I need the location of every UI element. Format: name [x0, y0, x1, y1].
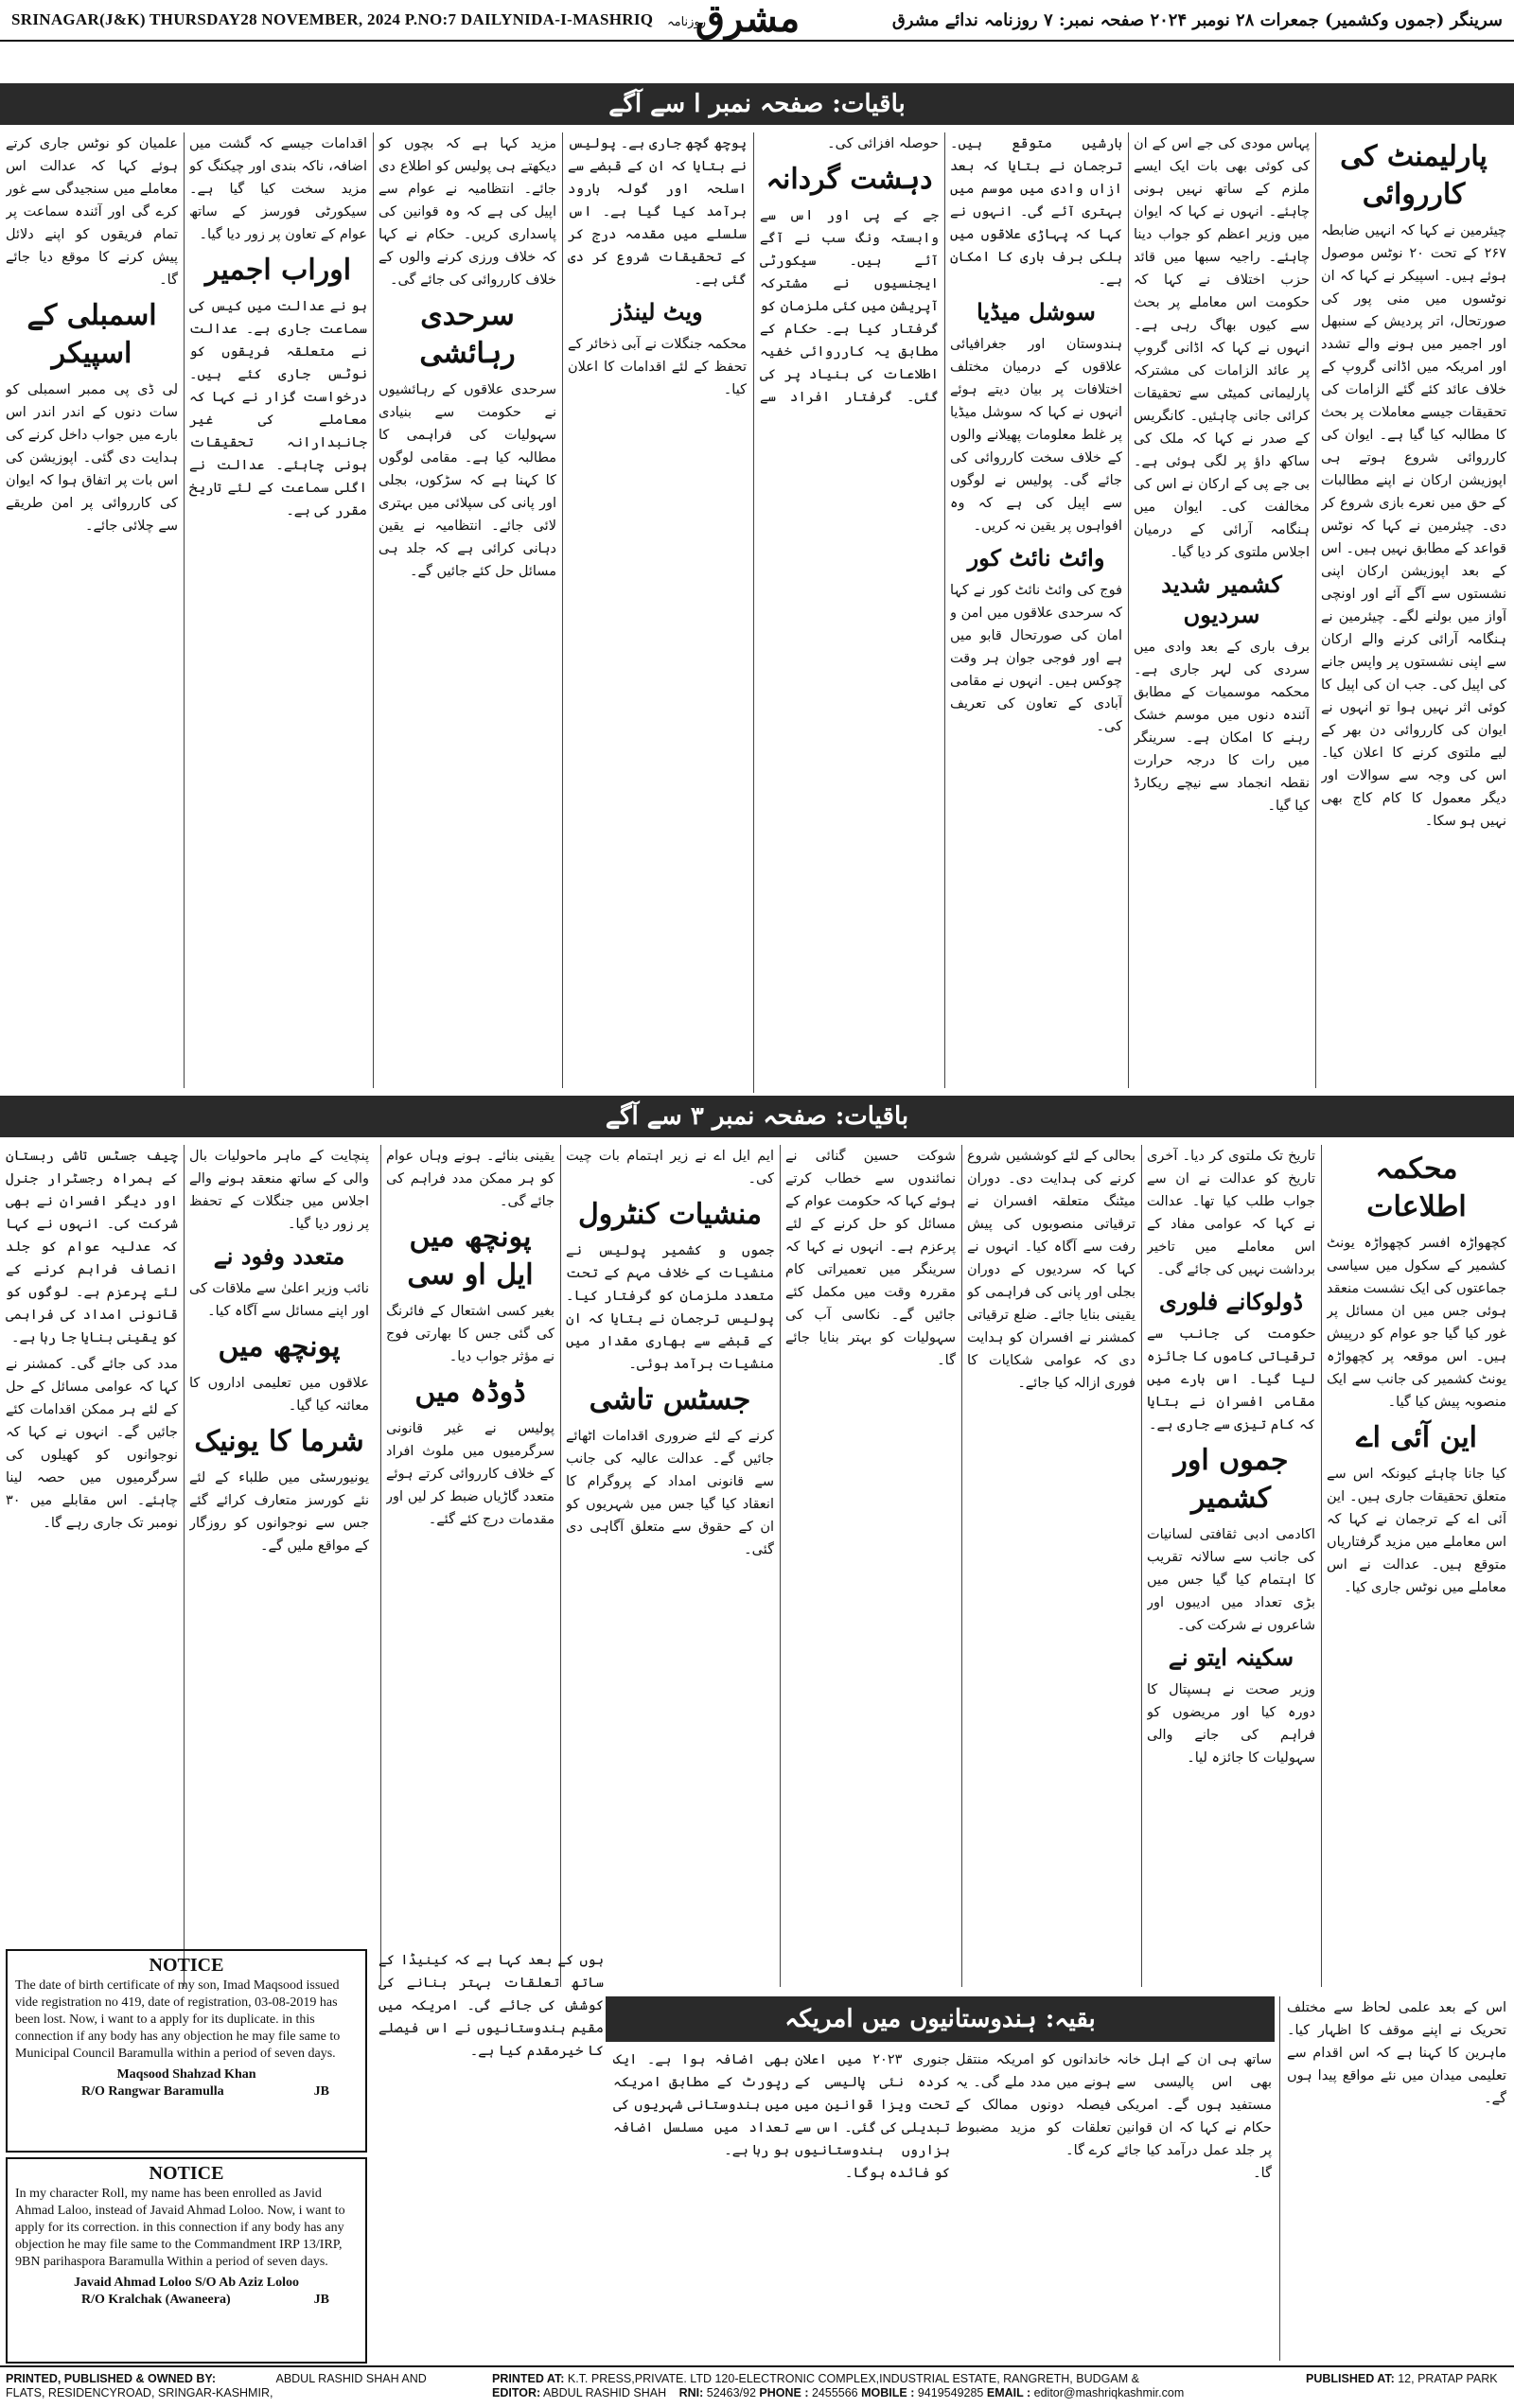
notice-body: The date of birth certificate of my son, Imad Maqsood issued vide registration no 419, date of registration, 03-08-2019 has been lost. Now, i want to a apply for its duplicate. in this connection if any body has any objection he may file same to Municipal Council Baramulla within a period of seven days. — [15, 1978, 341, 2061]
footer-printed-by-value: ABDUL RASHID SHAH AND — [275, 2372, 427, 2385]
section-banner-top: باقیات: صفحہ نمبر ا سے آگے — [0, 83, 1514, 125]
section3-column-3 — [795, 2048, 950, 2361]
section-banner-middle: باقیات: صفحہ نمبر ۳ سے آگے — [0, 1096, 1514, 1137]
article-body: پولیس نے غیر قانونی سرگرمیوں میں ملوث افراد کے خلاف کارروائی کرتے ہوئے متعدد گاڑیاں ضبط کر لیں اور مقدمات درج کئے گئے۔ — [386, 1421, 555, 1527]
notice-body: In my character Roll, my name has been enrolled as Javid Ahmad Laloo, instead of Javaid Ahmad Loloo. Now, i want to apply for its correction. in this connection if any body has any objection he may file same to the Commandment IRP 13/IRP, 9BN parihaspora Baramulla Within a period of seven days. — [15, 2187, 345, 2269]
section1-column-5 — [378, 132, 556, 1093]
footer-phone-label: PHONE : — [759, 2386, 809, 2399]
article-heading: دہشت گردانہ — [766, 163, 933, 196]
section3-column-5 — [1117, 2048, 1272, 2361]
notice-code: JB — [313, 2293, 329, 2307]
notice-title: NOTICE — [149, 2163, 224, 2184]
footer-rni-value: 52463/92 — [706, 2386, 756, 2399]
article-body: جنوری ۲۰۲۳ میں اعلان کردہ نئی پالیسی کے تحت ویزا قوانین میں تبدیلی کی گئی۔ اس سے ہزاروں ہندوستانیوں کو فائدہ ہوگا۔ — [795, 2052, 950, 2181]
notice-address — [81, 2083, 358, 2100]
footer-printed-at — [492, 2372, 1211, 2400]
column-divider — [1279, 1996, 1280, 2361]
article-body: جموں و کشمیر پولیس نے منشیات کے خلاف مہم کے تحت متعدد ملزمان کو گرفتار کیا۔ پولیس ترجمان نے بتایا کہ ان کے قبضے سے بھاری مقدار میں منشیات برآمد ہوئی۔ — [566, 1243, 774, 1372]
section1-column-2 — [1134, 132, 1310, 1093]
article-heading: ڈوڈہ میں — [414, 1376, 526, 1409]
article-heading: شرما کا یونیک — [194, 1425, 364, 1458]
article-body: بارشیں متوقع ہیں۔ ترجمان نے بتایا کہ بعد ازاں وادی میں موسم میں بہتری آئے گی۔ انہوں نے کہا کہ پہاڑی علاقوں میں ہلکی برف باری کا امکان ہے۔ — [950, 136, 1122, 288]
notice-address-text: R/O Rangwar Baramulla — [81, 2084, 224, 2099]
section2-column-8 — [189, 1145, 369, 1992]
article-heading: محکمہ اطلاعات — [1366, 1152, 1467, 1223]
section1-column-1 — [1321, 132, 1506, 1093]
column-divider — [780, 1145, 781, 1987]
section1-column-4 — [568, 132, 939, 1093]
article-heading: پونچھ میں — [218, 1330, 341, 1363]
article-body: علمیان کو نوٹس جاری کرتے ہوئے کہا کہ عدالت اس معاملے میں سنجیدگی سے غور کرے گی اور آئندہ سماعت پر تمام فریقوں کو اپنے دلائل پیش کرنے کا موقع دیا جائے گا۔ — [6, 136, 178, 288]
column-divider — [1321, 1145, 1322, 1987]
section2-column-6 — [386, 1145, 555, 1992]
article-body: بغیر کسی اشتعال کے فائرنگ کی گئی جس کا بھارتی فوج نے مؤثر جواب دیا۔ — [386, 1304, 555, 1364]
article-heading: اوراب اجمیر — [204, 254, 352, 287]
footer-mobile-label: MOBILE : — [861, 2386, 915, 2399]
article-body: ہندوستان اور جغرافیائی علاقوں کے درمیان مختلف اختلافات پر بیان دیتے ہوئے انہوں نے کہا کہ سوشل میڈیا پر غلط معلومات پھیلانے والوں کے خلاف سخت کارروائی کی جائے گی۔ پولیس نے لوگوں سے اپیل کی ہے کہ وہ افواہوں پر یقین نہ کریں۔ — [950, 337, 1122, 534]
section2-column-5 — [566, 1145, 774, 1992]
column-divider — [373, 132, 374, 1088]
article-body: وزیر صحت نے ہسپتال کا دورہ کیا اور مریضوں کو فراہم کی جانے والی سہولیات کا جائزہ لیا۔ — [1147, 1682, 1315, 1766]
column-divider — [184, 132, 185, 1088]
masthead-dateline-english: SRINAGAR(J&K) THURSDAY28 NOVEMBER, 2024 P.NO:7 DAILYNIDA-I-MASHRIQ — [11, 10, 654, 28]
footer-rni-label: RNI: — [678, 2386, 704, 2399]
article-body: اکادمی ادبی ثقافتی لسانیات کی جانب سے سالانہ تقریب کا اہتمام کیا گیا جس میں بڑی تعداد میں ادیبوں اور شاعروں نے شرکت کی۔ — [1147, 1527, 1315, 1633]
article-heading: پونچھ میں ایل او سی — [407, 1221, 534, 1292]
column-divider — [961, 1145, 962, 1987]
article-heading: ڈولوکانے فلوری — [1158, 1288, 1303, 1315]
article-heading: سرحدی رہائشی — [419, 299, 516, 370]
article-body: کچھواڑہ افسر کچھواڑہ یونٹ کشمیر کے سکول میں سیاسی جماعتوں کی ایک نشست منعقد ہوئی جس میں ان مسائل پر غور کیا گیا جو عوام کو درپیش ہیں۔ اس موقعہ پر کچھواڑہ یونٹ کشمیر کی جانب سے ایک منصوبہ پیش کیا گیا۔ — [1327, 1236, 1506, 1410]
article-body: برف باری کے بعد وادی میں سردی کی لہر جاری ہے۔ محکمہ موسمیات کے مطابق آئندہ دنوں میں موسم خشک رہنے کا امکان ہے۔ سرینگر میں رات کا درجہ حرارت نقطہ انجماد سے نیچے ریکارڈ کیا گیا۔ — [1134, 640, 1310, 814]
notice-signature: Javaid Ahmad Loloo S/O Ab Aziz Loloo — [73, 2276, 300, 2290]
article-heading: جسٹس تاشی — [589, 1383, 751, 1416]
article-body: لی ڈی پی ممبر اسمبلی کو سات دنوں کے اندر اندر اس بارے میں جواب داخل کرنے کی ہدایت دی گئی۔ اپوزیشن کی اس بات پر اتفاق ہوا کہ ایوان کی کارروائی پر امن طریقے سے چلائی جائے۔ — [6, 382, 178, 534]
article-heading: سکینہ ایتو نے — [1168, 1643, 1294, 1671]
notice-birth-certificate — [6, 1949, 367, 2153]
footer-printed-label: PRINTED, PUBLISHED & OWNED BY: — [6, 2372, 216, 2385]
footer-phone-value: 2455566 — [811, 2386, 858, 2399]
article-heading: این آئی اے — [1355, 1421, 1477, 1454]
masthead-dateline-urdu: سرینگر (جموں وکشمیر) جمعرات ۲۸ نومبر ۲۰۲۴ صفحہ نمبر: ۷ روزنامہ ندائے مشرق — [891, 9, 1503, 30]
article-body: اس کے بعد علمی لحاظ سے مختلف تحریک نے اپنے موقف کا اظہار کیا۔ ماہرین کا کہنا ہے کہ اس اقدام سے تعلیمی میدان میں نئے مواقع پیدا ہوں گے۔ — [1287, 2000, 1506, 2106]
masthead — [0, 0, 1514, 42]
footer-published-at-value: 12, PRATAP PARK — [1398, 2372, 1498, 2385]
article-body: کرنے کے لئے ضروری اقدامات اٹھائے جائیں گے۔ عدالت عالیہ کی جانب سے قانونی امداد کے پروگرام کا انعقاد کیا گیا جس میں شہریوں کو ان کے حقوق سے متعلق آگاہی دی گئی۔ — [566, 1429, 774, 1557]
article-body: علاقوں میں تعلیمی اداروں کا معائنہ کیا گیا۔ — [189, 1376, 369, 1414]
column-divider — [944, 132, 945, 1088]
section3-column-1 — [378, 1949, 604, 2361]
footer-published-at-label: PUBLISHED AT: — [1306, 2372, 1395, 2385]
article-body: ساتھ ہی ان کے اہل خانہ بھی اس پالیسی سے مستفید ہوں گے۔ امریکی حکام نے کہا کہ ان قوانین پر جلد عمل درآمد کیا جائے گا۔ — [1117, 2052, 1272, 2181]
section1-column-6 — [189, 132, 367, 1093]
column-divider — [1128, 132, 1129, 1088]
section2-column-2 — [1147, 1145, 1315, 1992]
article-heading: وائٹ نائٹ کور — [967, 544, 1105, 571]
article-body: تاریخ تک ملتوی کر دیا۔ آخری تاریخ کو عدالت نے ان سے جواب طلب کیا تھا۔ عدالت نے کہا کہ عوامی مفاد کے اس معاملے میں تاخیر برداشت نہیں کی جائے گی۔ — [1147, 1149, 1315, 1277]
article-body: چیف جسٹس تاشی ربستان کے ہمراہ رجسٹرار جنرل اور دیگر افسران نے بھی شرکت کی۔ انہوں نے کہا کہ عدلیہ عوام کو جلد انصاف فراہم کرنے کے لئے پرعزم ہے۔ لوگوں کو قانونی امداد کی فراہمی کو یقینی بنایا جا رہا ہے۔ — [6, 1149, 178, 1345]
section3-column-6 — [1287, 1996, 1506, 2361]
footer-editor-value: ABDUL RASHID SHAH — [542, 2386, 667, 2399]
footer-editor-label: EDITOR: — [492, 2386, 541, 2399]
masthead-logo-sub: روزنامہ — [667, 15, 706, 29]
section1-column-7 — [6, 132, 178, 1093]
notice-title: NOTICE — [149, 1955, 224, 1976]
article-body: حوصلہ افزائی کی۔ — [827, 136, 939, 151]
article-body: مزید کہا ہے کہ بچوں کو دیکھتے ہی پولیس کو اطلاع دی جائے۔ انتظامیہ نے عوام سے اپیل کی ہے کہ وہ قوانین کی پاسداری کریں۔ حکام نے کہا کہ خلاف ورزی کرنے والوں کے خلاف کارروائی کی جائے گی۔ — [378, 136, 556, 288]
column-divider — [560, 1145, 561, 1987]
article-body: نائب وزیر اعلیٰ سے ملاقات کی اور اپنے مسائل سے آگاہ کیا۔ — [189, 1281, 369, 1319]
article-body: چیئرمین نے کہا کہ انہیں ضابطہ ۲۶۷ کے تحت ۲۰ نوٹس موصول ہوئے ہیں۔ اسپیکر نے کہا کہ ان نوٹسوں میں منی پور کی صورتحال، اتر پردیش کے سنبھل اور اجمیر میں ہونے والے تشدد اور امریکہ میں اڈانی گروپ کے خلاف عائد کئے گئے الزامات کی تحقیقات جیسے معاملات پر بحث کا مطالبہ کیا گیا ہے۔ ایوان کی کارروائی شروع ہوتے ہی اپوزیشن ارکان نے اپنے مطالبات کے حق میں نعرے بازی شروع کر دی۔ چیئرمین نے کہا کہ نوٹس قواعد کے مطابق نہیں ہیں۔ اس کے بعد اپوزیشن ارکان اپنی نشستوں سے آگے آئے اور اونچی آواز میں بولنے لگے۔ چیئرمین نے ہنگامہ آرائی کرنے والے ارکان سے اپنی نشستوں پر واپس جانے کی اپیل کی۔ جب ان کی اپیل کا کوئی اثر نہیں ہوا تو انہوں نے ایوان کی کارروائی دن بھر کے لیے ملتوی کرنے کا اعلان کیا۔ اس کی وجہ سے سوالات اور دیگر معمول کا کام کاج بھی نہیں ہو سکا۔ — [1321, 223, 1506, 829]
article-body: پہاس مودی کی جے اس کے ان کی کوئی بھی بات ایک ایسے ملزم کے ساتھ نہیں ہونی چاہئے۔ انہوں نے کہا کہ ایوان میں وزیر اعظم کو جواب دینا چاہئے۔ راجیہ سبھا میں قائد حزب اختلاف نے کہا کہ حکومت اس معاملے پر بحث سے کیوں بھاگ رہی ہے۔ انہوں نے کہا کہ اڈانی گروپ پر عائد الزامات کی مشترکہ پارلیمانی کمیٹی سے تحقیقات کرائی جانی چاہئیں۔ کانگریس کے صدر نے کہا کہ ملک کی ساکھ داؤ پر لگی ہوئی ہے۔ بی جے پی کے ارکان نے اس کی مخالفت کی۔ ایوان میں ہنگامہ آرائی کے درمیان اجلاس ملتوی کر دیا گیا۔ — [1134, 136, 1310, 560]
article-body: بحالی کے لئے کوششیں شروع کرنے کی ہدایت دی۔ دوران میٹنگ متعلقہ افسران نے ترقیاتی منصوبوں کی پیش رفت سے آگاہ کیا۔ انہوں نے کہا کہ سردیوں کے دوران بجلی اور پانی کی فراہمی کو یقینی بنایا جائے۔ ضلع ترقیاتی کمشنر نے افسران کو ہدایت دی کہ عوامی شکایات کا فوری ازالہ کیا جائے۔ — [967, 1149, 1136, 1391]
article-body: بھی اضافہ ہوا ہے۔ ایک رپورٹ کے مطابق امریکہ میں ہندوستانی شہریوں کی تعداد میں مسلسل اضافہ ہو رہا ہے۔ — [613, 2052, 789, 2158]
footer-mobile-value: 9419549285 — [917, 2386, 984, 2399]
footer-printed-at-label: PRINTED AT: — [492, 2372, 565, 2385]
section2-column-3 — [967, 1145, 1136, 1992]
notice-address — [81, 2292, 358, 2309]
article-body: مدد کی جائے گی۔ کمشنر نے کہا کہ عوامی مسائل کے حل کے لئے ہر ممکن اقدامات کئے جائیں گے۔ انہوں نے کہا کہ نوجوانوں کو کھیلوں کی سرگرمیوں میں حصہ لینا چاہئے۔ اس مقابلے میں ۳۰ نومبر تک جاری رہے گا۔ — [6, 1357, 178, 1531]
article-body: ہوں کے بعد کہا ہے کہ کینیڈا کے ساتھ تعلقات بہتر بنانے کی کوشش کی جائے گی۔ امریکہ میں مقیم ہندوستانیوں نے اس فیصلے کا خیرمقدم کیا ہے۔ — [378, 1953, 604, 2059]
article-body: حکومت کی جانب سے ترقیاتی کاموں کا جائزہ لیا گیا۔ اس بارے میں مقامی افسران نے بتایا کہ کام تیزی سے جاری ہے۔ — [1147, 1327, 1315, 1432]
section-banner-bottom: بقیہ: ہندوستانیوں میں امریکہ — [606, 1996, 1275, 2042]
article-heading: پارلیمنٹ کی کارروائی — [1340, 140, 1488, 211]
article-body: کیا جانا چاہئے کیونکہ اس سے متعلق تحقیقات جاری ہیں۔ این آئی اے کے ترجمان نے کہا کہ اس معاملے میں مزید گرفتاریاں متوقع ہیں۔ عدالت نے اس معاملے میں نوٹس جاری کیا۔ — [1327, 1467, 1506, 1595]
article-body: یونیورسٹی میں طلباء کے لئے نئے کورسز متعارف کرائے گئے جس سے نوجوانوں کو روزگار کے مواقع ملیں گے۔ — [189, 1470, 369, 1554]
notice-address-text: R/O Kralchak (Awaneera) — [81, 2293, 231, 2307]
article-heading: متعدد وفود نے — [213, 1242, 345, 1270]
article-body: جے کے پی اور اس سے وابستہ ونگ سب نے آگے آئے ہیں۔ سیکورٹی ایجنسیوں نے مشترکہ آپریشن میں کئی ملزمان کو گرفتار کیا ہے۔ حکام کے مطابق یہ کارروائی خفیہ اطلاعات کی بنیاد پر کی گئی۔ گرفتار افراد سے پوچھ گچھ جاری ہے۔ پولیس نے بتایا کہ ان کے قبضے سے اسلحہ اور گولہ بارود برآمد کیا گیا ہے۔ اس سلسلے میں مقدمہ درج کر کے تحقیقات شروع کر دی گئی ہے۔ — [568, 136, 939, 405]
notice-signature: Maqsood Shahzad Khan — [116, 2067, 256, 2082]
article-body: محکمہ جنگلات نے آبی ذخائر کے تحفظ کے لئے اقدامات کا اعلان کیا۔ — [568, 337, 747, 397]
column-divider — [1141, 1145, 1142, 1987]
footer-printed-by-address: FLATS, RESIDENCYROAD, SRINGAR-KASHMIR, — [6, 2386, 273, 2399]
column-divider — [380, 1145, 381, 1987]
article-body: شوکت حسین گنائی نے نمائندوں سے خطاب کرتے ہوئے کہا کہ حکومت عوام کے مسائل کو حل کرنے کے لئے پرعزم ہے۔ انہوں نے کہا کہ سرینگر میں تعمیراتی کام مقررہ وقت میں مکمل کئے جائیں گے۔ نکاسی آب کی سہولیات کو بہتر بنایا جائے گا۔ — [785, 1149, 956, 1368]
article-heading: ویٹ لینڈز — [611, 298, 703, 325]
article-body: پنچایت کے ماہر ماحولیات بال والی کے ساتھ منعقد ہونے والے اجلاس میں جنگلات کے تحفظ پر زور دیا گیا۔ — [189, 1149, 369, 1232]
section3-column-4 — [956, 2048, 1111, 2361]
article-body: یقینی بنائے۔ ہونے وہاں عوام کو ہر ممکن مدد فراہم کی جائے گی۔ — [386, 1149, 555, 1209]
footer-printed-by — [6, 2372, 427, 2400]
section2-column-9 — [6, 1145, 178, 1944]
newspaper-logo: مشرق — [695, 0, 801, 41]
article-body: اقدامات جیسے کہ گشت میں اضافہ، ناکہ بندی اور چیکنگ کو مزید سخت کیا گیا ہے۔ سیکورٹی فورسز کے ساتھ عوام کے تعاون پر زور دیا گیا۔ — [189, 136, 367, 242]
imprint-footer — [0, 2365, 1514, 2408]
footer-printed-at-value: K.T. PRESS,PRIVATE. LTD 120-ELECTRONIC COMPLEX,INDUSTRIAL ESTATE, RANGRETH, BUDGAM & — [567, 2372, 1139, 2385]
article-heading: کشمیر شدید سردیوں — [1161, 571, 1282, 628]
footer-email-value[interactable]: editor@mashriqkashmir.com — [1033, 2386, 1185, 2399]
column-divider — [562, 132, 563, 1088]
section2-column-4 — [785, 1145, 956, 1992]
article-body: سرحدی علاقوں کے رہائشیوں نے حکومت سے بنیادی سہولیات کی فراہمی کا مطالبہ کیا ہے۔ مقامی لوگوں کا کہنا ہے کہ سڑکوں، بجلی اور پانی کی سپلائی میں بہتری لائی جائے۔ انتظامیہ نے یقین دہانی کرائی ہے کہ جلد ہی مسائل حل کئے جائیں گے۔ — [378, 382, 556, 579]
column-divider — [1315, 132, 1316, 1088]
section1-column-3 — [950, 132, 1122, 1093]
article-heading: جموں اور کشمیر — [1173, 1444, 1289, 1515]
article-body: فوج کی وائٹ نائٹ کور نے کہا کہ سرحدی علاقوں میں امن و امان کی صورتحال قابو میں ہے اور فوجی جوان ہر وقت چوکس ہیں۔ انہوں نے مقامی آبادی کے تعاون کی تعریف کی۔ — [950, 583, 1122, 734]
article-body: خاندانوں کو امریکہ منتقل ہونے میں مدد ملے گی۔ یہ فیصلہ دونوں ممالک کے تعلقات کو مزید مضبوط کرے گا۔ — [956, 2052, 1111, 2158]
footer-email-label: EMAIL : — [986, 2386, 1031, 2399]
notice-name-correction — [6, 2157, 367, 2364]
section3-column-2 — [613, 2048, 789, 2361]
article-heading: اسمبلی کے اسپیکر — [26, 299, 157, 370]
article-heading: سوشل میڈیا — [977, 298, 1096, 325]
article-body: ایم ایل اے نے زیر اہتمام بات چیت کی۔ — [566, 1149, 774, 1186]
article-heading: منشیات کنٹرول — [578, 1198, 762, 1231]
notice-code: JB — [313, 2084, 329, 2099]
footer-published-at — [1306, 2372, 1498, 2386]
article-body: ہو نے عدالت میں کیس کی سماعت جاری ہے۔ عدالت نے متعلقہ فریقوں کو نوٹس جاری کئے ہیں۔ درخواست گزار نے کہا کہ معاملے کی غیر جانبدارانہ تحقیقات ہونی چاہئے۔ عدالت نے اگلی سماعت کے لئے تاریخ مقرر کی ہے۔ — [189, 299, 367, 519]
column-divider — [184, 1145, 185, 1987]
section2-column-1 — [1327, 1145, 1506, 1992]
